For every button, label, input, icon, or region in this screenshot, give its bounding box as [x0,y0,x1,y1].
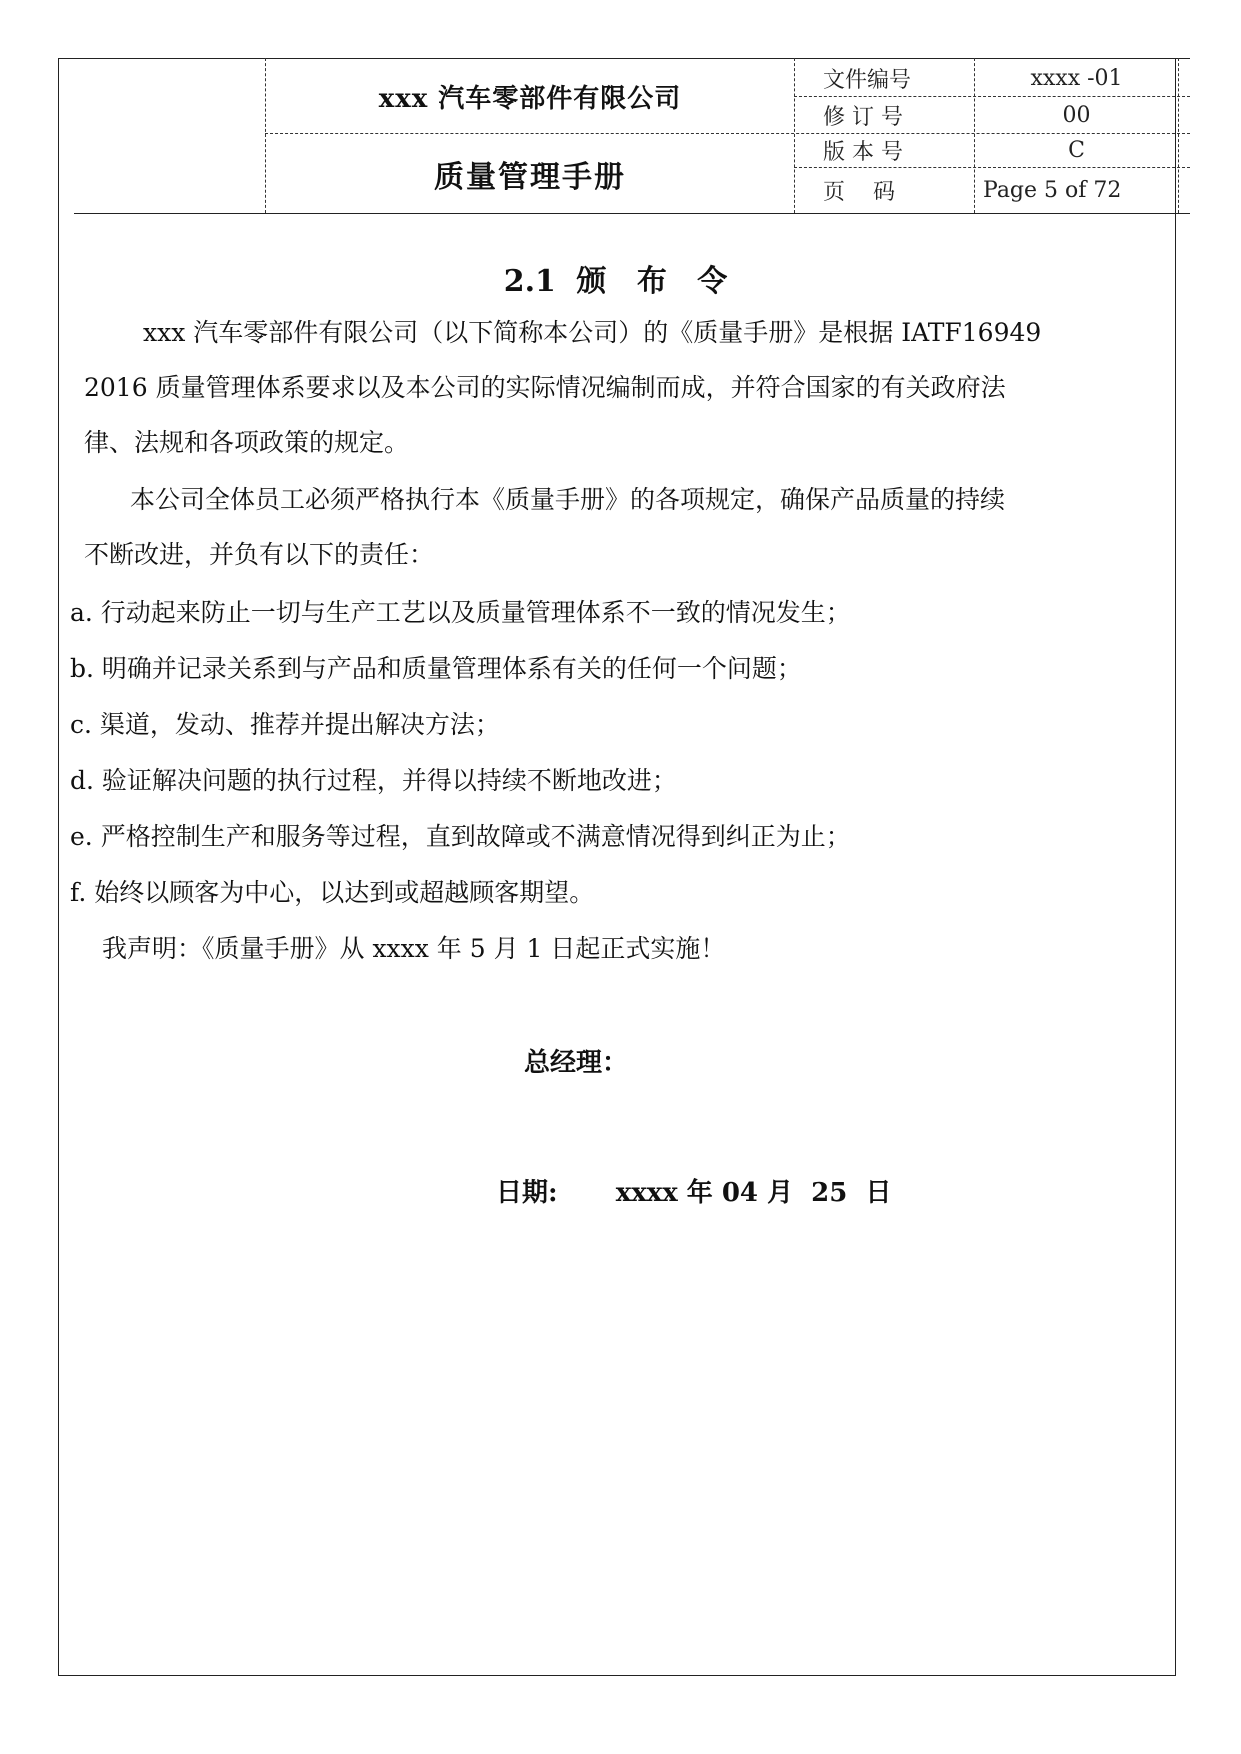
field-value-page: Page 5 of 72 [983,177,1122,203]
list-item-f: f. 始终以顾客为中心，以达到或超越顾客期望。 [70,878,595,907]
paragraph1-line3: 律、法规和各项政策的规定。 [84,428,410,457]
field-value-doc-number: xxxx -01 [1030,65,1123,91]
field-label-doc-number: 文件编号 [823,67,912,93]
page-frame [58,58,1176,1676]
paragraph2-line2: 不断改进，并负有以下的责任： [84,540,435,569]
list-item-b: b. 明确并记录关系到与产品和质量管理体系有关的任何一个问题； [70,654,802,683]
header-divider-edge [1178,58,1179,213]
date-label: 日期: [496,1178,558,1208]
list-item-e: e. 严格控制生产和服务等过程，直到故障或不满意情况得到纠正为止； [70,822,851,851]
document-header [0,0,1190,205]
field-value-version: C [1068,138,1085,163]
manager-label: 总经理： [524,1048,629,1078]
field-label-version: 版 本 号 [823,140,903,165]
list-item-d: d. 验证解决问题的执行过程，并得以持续不断地改进； [70,766,677,795]
date-value: xxxx 年 04 月 25 日 [615,1178,892,1208]
paragraph1-line1: xxx 汽车零部件有限公司（以下简称本公司）的《质量手册》是根据 IATF16949 [143,318,1042,347]
section-heading: 颁 布 令 [576,264,738,299]
paragraph2-line1: 本公司全体员工必须严格执行本《质量手册》的各项规定，确保产品质量的持续 [130,485,1006,514]
paragraph1-line2: 2016 质量管理体系要求以及本公司的实际情况编制而成，并符合国家的有关政府法 [84,373,1006,402]
declaration: 我声明：《质量手册》从 xxxx 年 5 月 1 日起正式实施！ [102,934,726,963]
manual-title: 质量管理手册 [434,160,626,195]
list-item-a: a. 行动起来防止一切与生产工艺以及质量管理体系不一致的情况发生； [70,598,851,627]
header-top-rule [74,58,1190,59]
section-title [0,256,1241,300]
header-bottom-rule [74,213,1190,214]
field-label-page: 页 码 [823,179,895,205]
field-value-revision: 00 [1062,102,1091,128]
section-number: 2.1 [503,264,556,299]
date-line [496,1172,891,1209]
list-item-c: c. 渠道，发动、推荐并提出解决方法； [70,710,500,739]
company-name: xxx 汽车零部件有限公司 [378,83,682,114]
field-label-revision: 修 订 号 [823,104,903,130]
